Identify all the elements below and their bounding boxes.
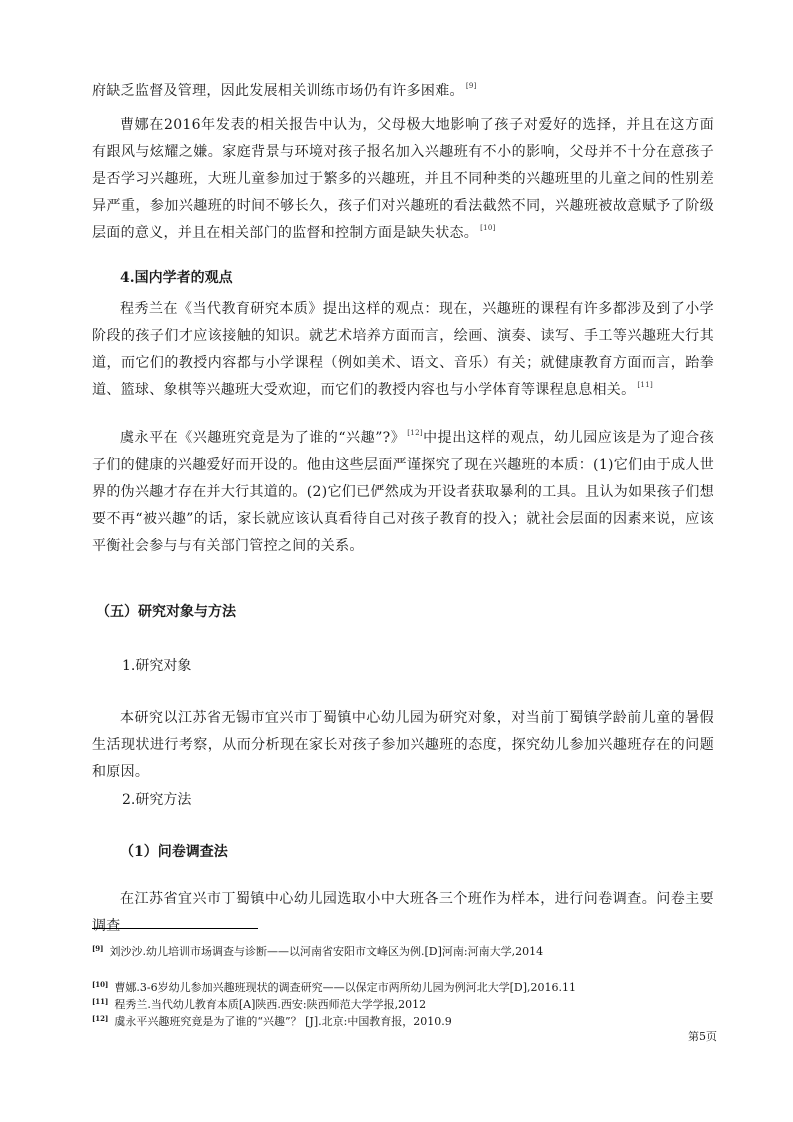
footnote-separator — [92, 928, 258, 929]
page-number: 第5页 — [688, 1030, 717, 1043]
footnote-mark: [12] — [92, 1014, 109, 1023]
footnote-item — [92, 978, 576, 995]
paragraph-continuation — [92, 78, 714, 105]
heading-section-5: （五）研究对象与方法 — [96, 604, 236, 620]
footnote-mark: [10] — [92, 980, 109, 989]
heading-domestic-scholars: 4.国内学者的观点 — [120, 270, 233, 286]
footnote-item — [92, 1012, 452, 1029]
paragraph-yu-yongping — [92, 425, 714, 560]
footnote-text: 曹娜.3-6岁幼儿参加兴趣班现状的调查研究——以保定市两所幼儿园为例河北大学[D],2016.11 — [114, 981, 576, 994]
paragraph-cao-na — [92, 112, 714, 247]
paragraph-cheng-xiulan — [92, 296, 714, 404]
citation-marker: [12] — [407, 429, 423, 437]
footnote-mark: [11] — [92, 997, 109, 1006]
footnote-mark: [9] — [92, 944, 104, 953]
heading-research-object: 1.研究对象 — [122, 658, 192, 674]
paragraph-text: 在江苏省宜兴市丁蜀镇中心幼儿园选取小中大班各三个班作为样本，进行问卷调查。问卷主要调查 — [92, 891, 714, 934]
paragraph-questionnaire — [92, 886, 714, 940]
heading-questionnaire: （1）问卷调查法 — [120, 844, 228, 860]
citation-marker: [9] — [465, 82, 477, 90]
paragraph-text: 曹娜在2016年发表的相关报告中认为，父母极大地影响了孩子对爱好的选择，并且在这方面有跟风与炫耀之嫌。家庭背景与环境对孩子报名加入兴趣班有不小的影响，父母并不十分在意孩子是否学习兴趣班，大班儿童参加过于繁多的兴趣班，并且不同种类的兴趣班里的儿童之间的性别差异严重，参加兴趣班的时间不够长久，孩子们对兴趣班的看法截然不同，兴趣班被故意赋予了阶级层面的意义，并且在相关部门的监督和控制方面是缺失状态。 — [92, 117, 714, 241]
paragraph-text: 中提出这样的观点，幼儿园应该是为了迎合孩子们的健康的兴趣爱好而开设的。他由这些层面严谨探究了现在兴趣班的本质：(1)它们由于成人世界的伪兴趣才存在并大行其道的。(2)它们已俨然成为开设者获取暴利的工具。且认为如果孩子们想要不再“被兴趣”的话，家长就应该认真看待自己对孩子教育的投入；就社会层面的因素来说，应该平衡社会参与与有关部门管控之间的关系。 — [92, 430, 715, 554]
heading-research-method: 2.研究方法 — [122, 792, 192, 808]
citation-marker: [11] — [637, 381, 653, 389]
footnote-item — [92, 995, 426, 1012]
footnote-text: 虞永平兴趣班究竟是为了谁的“兴趣”？ [J].北京:中国教育报，2010.9 — [114, 1015, 452, 1028]
footnote-item — [92, 942, 543, 959]
paragraph-text: 虞永平在《兴趣班究竟是为了谁的“兴趣”?》 — [120, 430, 406, 446]
citation-marker: [10] — [480, 224, 496, 232]
paragraph-text: 本研究以江苏省无锡市宜兴市丁蜀镇中心幼儿园为研究对象，对当前丁蜀镇学龄前儿童的暑假生活现状进行考察，从而分析现在家长对孩子参加兴趣班的态度，探究幼儿参加兴趣班存在的问题和原因。 — [92, 710, 714, 780]
paragraph-research-object — [92, 705, 714, 786]
paragraph-text: 程秀兰在《当代教育研究本质》提出这样的观点：现在，兴趣班的课程有许多都涉及到了小学阶段的孩子们才应该接触的知识。就艺术培养方面而言，绘画、演奏、读写、手工等兴趣班大行其道，而它们的教授内容都与小学课程（例如美术、语文、音乐）有关；就健康教育方面而言，跆拳道、篮球、象棋等兴趣班大受欢迎，而它们的教授内容也与小学体育等课程息息相关。 — [92, 301, 714, 398]
footnote-text: 刘沙沙.幼儿培训市场调查与诊断——以河南省安阳市文峰区为例.[D]河南:河南大学,2014 — [109, 945, 544, 958]
footnote-text: 程秀兰.当代幼儿教育本质[A]陕西.西安:陕西师范大学学报,2012 — [114, 998, 427, 1011]
paragraph-text: 府缺乏监督及管理，因此发展相关训练市场仍有许多困难。 — [92, 83, 464, 99]
